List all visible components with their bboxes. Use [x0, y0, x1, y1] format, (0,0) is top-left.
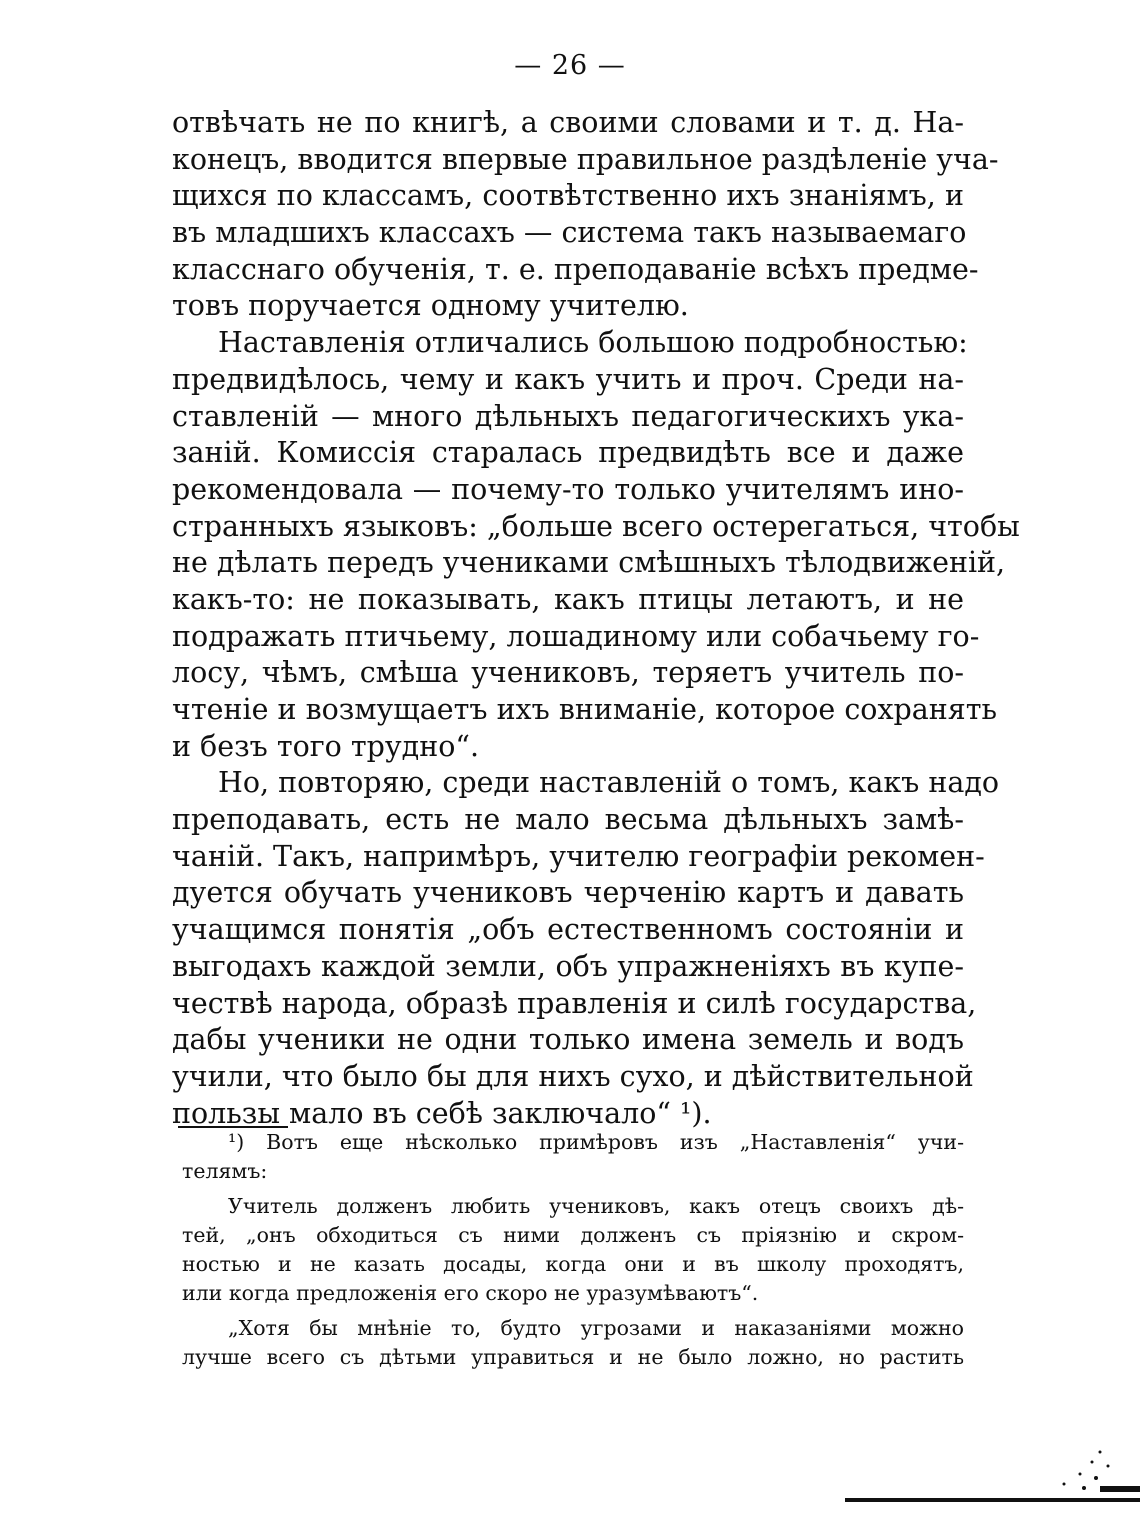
text-line: чествѣ народа, образѣ правленія и силѣ государства, — [172, 986, 977, 1020]
text-line: пользы мало въ себѣ заключало“ ¹). — [172, 1096, 712, 1130]
text-line: лосу, чѣмъ, смѣша учениковъ, теряетъ учитель по- — [172, 656, 964, 690]
text-line: заній. Комиссія старалась предвидѣть все и даже — [172, 436, 964, 470]
text-line: преподавать, есть не мало весьма дѣльныхъ замѣ- — [172, 803, 964, 837]
text-line: дуется обучать учениковъ черченію картъ и давать — [172, 876, 964, 910]
text-line: Наставленія отличались большою подробностью: — [218, 326, 968, 360]
footnote-line: телямъ: — [182, 1159, 268, 1183]
footnote-line: ¹) Вотъ еще нѣсколько примѣровъ изъ „Наставленія“ учи- — [228, 1130, 964, 1154]
text-line: рекомендовала — почему-то только учителямъ ино- — [172, 472, 964, 506]
page-number: — 26 — — [514, 50, 626, 81]
text-line: и безъ того трудно“. — [172, 729, 480, 763]
text-line: странныхъ языковъ: „больше всего остерегаться, чтобы — [172, 509, 1020, 543]
text-line: дабы ученики не одни только имена земель и водъ — [172, 1023, 964, 1057]
text-line: чтеніе и возмущаетъ ихъ вниманіе, которое сохранять — [172, 693, 998, 726]
scan-speckles — [1040, 1448, 1140, 1498]
text-line: какъ-то: не показывать, какъ птицы летаютъ, и не — [172, 582, 964, 616]
footnote-line: „Хотя бы мнѣніе то, будто угрозами и наказаніями можно — [228, 1316, 964, 1340]
text-line: товъ поручается одному учителю. — [172, 289, 689, 323]
text-line: ставленій — много дѣльныхъ педагогическихъ ука- — [172, 399, 964, 433]
text-line: учили, что было бы для нихъ сухо, и дѣйствительной — [172, 1059, 974, 1093]
footnote-line: или когда предложенія его скоро не уразумѣваютъ“. — [182, 1281, 759, 1305]
footnotes — [182, 1128, 964, 1372]
text-line: конецъ, вводится впервые правильное раздѣленіе уча- — [172, 142, 999, 176]
text-line: Но, повторяю, среди наставленій о томъ, какъ надо — [218, 766, 1000, 800]
footnote-line: лучше всего съ дѣтьми управиться и не было ложно, но растить — [182, 1345, 964, 1369]
text-line: учащимся понятія „объ естественномъ состояніи и — [172, 913, 964, 947]
text-line: предвидѣлось, чему и какъ учить и проч. Среди на- — [172, 362, 964, 396]
text-line: подражать птичьему, лошадиному или собачьему го- — [172, 619, 980, 653]
footnote-line: ностью и не казать досады, когда они и въ школу проходятъ, — [182, 1252, 964, 1276]
text-line: щихся по классамъ, соотвѣтственно ихъ знаніямъ, и — [172, 179, 964, 213]
text-line: въ младшихъ классахъ — система такъ называемаго — [172, 216, 967, 250]
text-line: отвѣчать не по книгѣ, а своими словами и т. д. На- — [172, 106, 964, 139]
text-line: не дѣлать передъ учениками смѣшныхъ тѣлодвиженій, — [172, 546, 1006, 580]
text-line: чаній. Такъ, напримѣръ, учителю географіи рекомен- — [172, 839, 985, 873]
footnote-line: тей, „онъ обходиться съ ними долженъ съ пріязнію и скром- — [182, 1223, 964, 1247]
main-text — [172, 105, 1020, 1132]
text-line: выгодахъ каждой земли, объ упражненіяхъ въ купе- — [172, 949, 964, 983]
text-line: класснаго обученія, т. е. преподаваніе всѣхъ предме- — [172, 252, 979, 286]
footnote-line: Учитель долженъ любить учениковъ, какъ отецъ своихъ дѣ- — [228, 1194, 964, 1218]
scan-edge-mark — [845, 1498, 1140, 1502]
